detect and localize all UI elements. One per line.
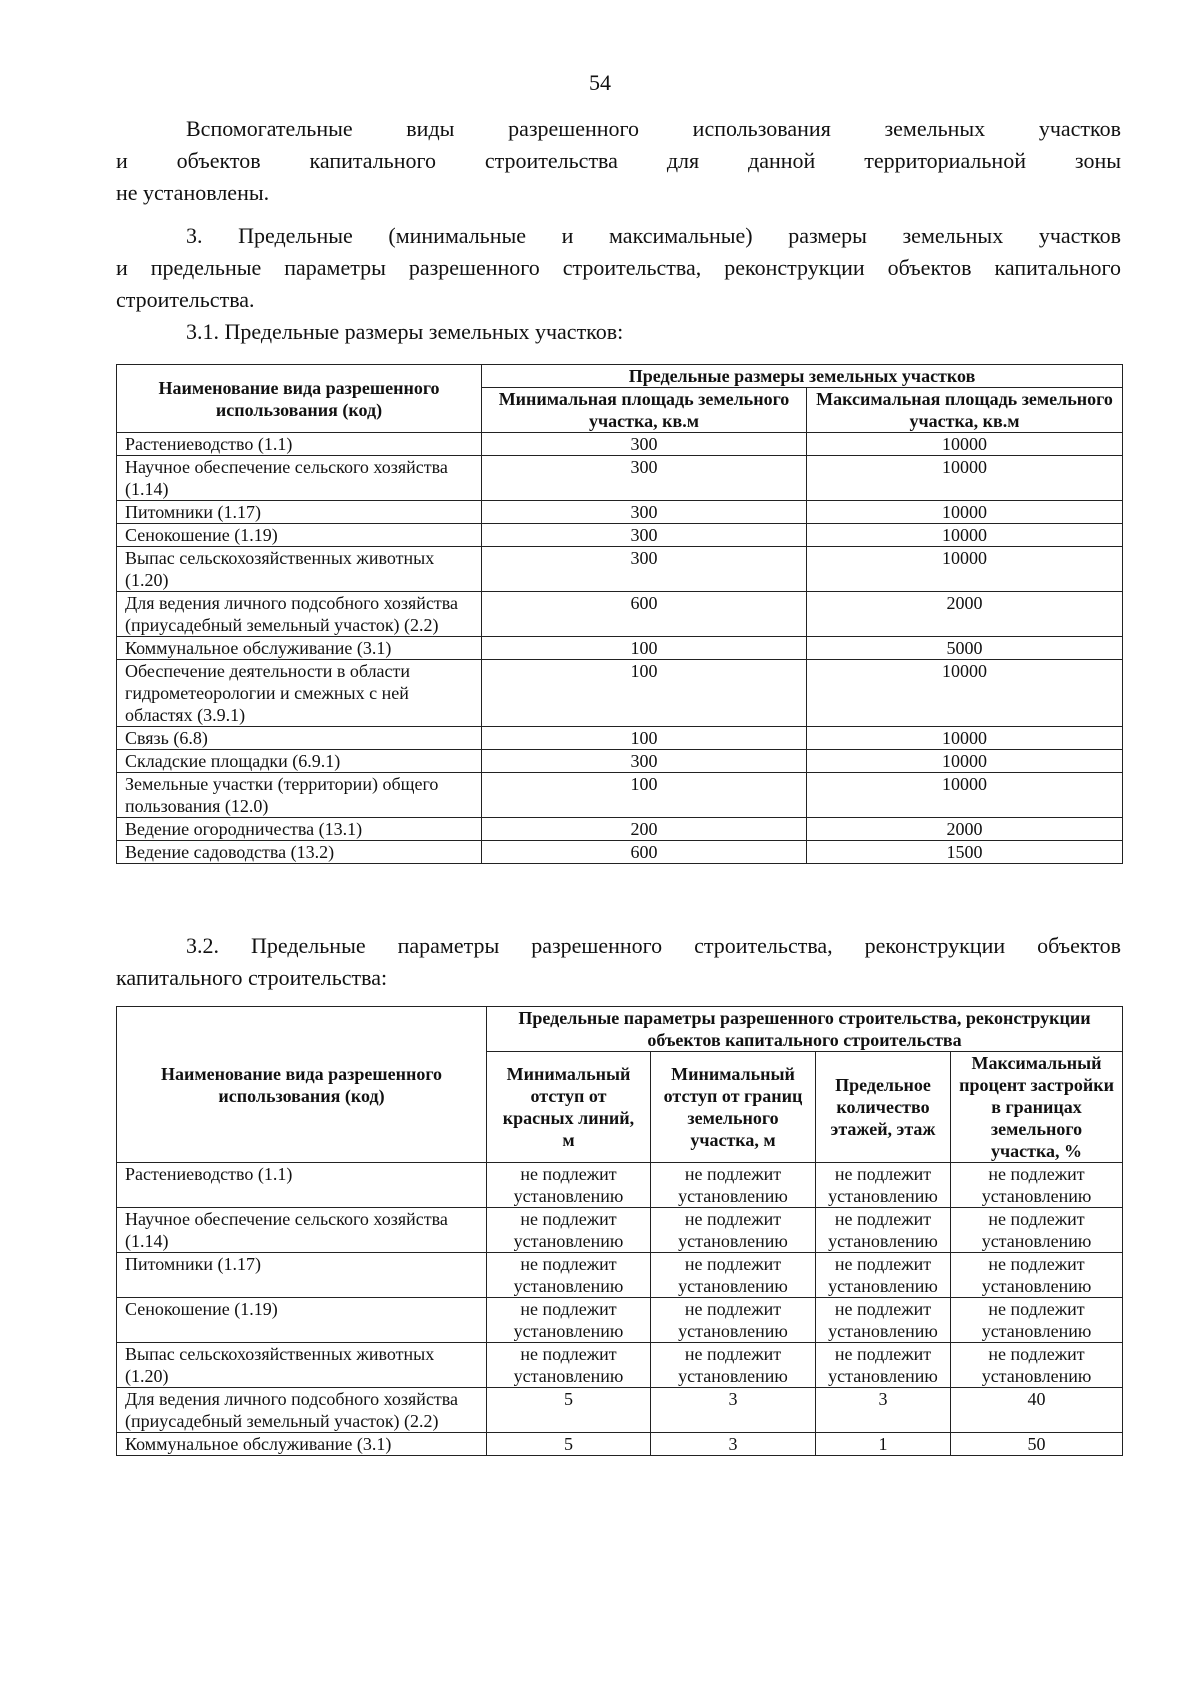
red-line-setback-cell: не подлежит установлению: [487, 1163, 651, 1208]
use-name-cell: Для ведения личного подсобного хозяйства (приусадебный земельный участок) (2.2): [117, 1388, 487, 1433]
paragraph-line-container: [116, 177, 1121, 209]
min-area-cell: 300: [482, 456, 807, 501]
table-row: [117, 1343, 1123, 1388]
use-name-cell: Коммунальное обслуживание (3.1): [117, 1433, 487, 1456]
build-percent-cell: не подлежит установлению: [951, 1163, 1123, 1208]
boundary-setback-cell: не подлежит установлению: [651, 1163, 816, 1208]
floors-cell: не подлежит установлению: [816, 1343, 951, 1388]
min-area-cell: 300: [482, 433, 807, 456]
table-header-min-area: Минимальная площадь земельного участка, кв.м: [482, 388, 807, 433]
max-area-cell: 10000: [807, 456, 1123, 501]
max-area-cell: 10000: [807, 501, 1123, 524]
use-name-cell: Выпас сельскохозяйственных животных (1.20): [117, 547, 482, 592]
paragraph-line: и объектов капитального строительства для данной территориальной зоны: [116, 148, 1121, 173]
min-area-cell: 100: [482, 660, 807, 727]
paragraph-section-3-2: [116, 930, 1121, 962]
paragraph-line-container: [116, 252, 1121, 284]
table-header-build-percent: Максимальный процент застройки в границах земельного участка, %: [951, 1052, 1123, 1163]
table-row: [117, 660, 1123, 727]
table-header-floors: Предельное количество этажей, этаж: [816, 1052, 951, 1163]
min-area-cell: 300: [482, 547, 807, 592]
use-name-cell: Ведение садоводства (13.2): [117, 841, 482, 864]
paragraph-auxiliary-uses: [116, 113, 1121, 145]
table-row: [117, 637, 1123, 660]
floors-cell: не подлежит установлению: [816, 1208, 951, 1253]
max-area-cell: 10000: [807, 547, 1123, 592]
table-header-group: Предельные параметры разрешенного строительства, реконструкции объектов капитального строительства: [487, 1007, 1123, 1052]
boundary-setback-cell: не подлежит установлению: [651, 1343, 816, 1388]
table-row: [117, 818, 1123, 841]
red-line-setback-cell: не подлежит установлению: [487, 1208, 651, 1253]
max-area-cell: 10000: [807, 773, 1123, 818]
min-area-cell: 100: [482, 773, 807, 818]
paragraph-line: капитального строительства:: [116, 965, 388, 990]
table-row: [117, 1253, 1123, 1298]
red-line-setback-cell: не подлежит установлению: [487, 1343, 651, 1388]
table-header-boundary-setback: Минимальный отступ от границ земельного участка, м: [651, 1052, 816, 1163]
red-line-setback-cell: 5: [487, 1433, 651, 1456]
table-row: [117, 773, 1123, 818]
table-row: [117, 841, 1123, 864]
min-area-cell: 100: [482, 727, 807, 750]
use-name-cell: Для ведения личного подсобного хозяйства (приусадебный земельный участок) (2.2): [117, 592, 482, 637]
use-name-cell: Сенокошение (1.19): [117, 1298, 487, 1343]
table-header-name: Наименование вида разрешенного использования (код): [117, 365, 482, 433]
paragraph-line: Вспомогательные виды разрешенного использования земельных участков: [186, 116, 1121, 141]
use-name-cell: Растениеводство (1.1): [117, 1163, 487, 1208]
table-header-group: Предельные размеры земельных участков: [482, 365, 1123, 388]
build-percent-cell: 40: [951, 1388, 1123, 1433]
use-name-cell: Складские площадки (6.9.1): [117, 750, 482, 773]
max-area-cell: 10000: [807, 750, 1123, 773]
build-percent-cell: не подлежит установлению: [951, 1253, 1123, 1298]
min-area-cell: 300: [482, 524, 807, 547]
boundary-setback-cell: не подлежит установлению: [651, 1298, 816, 1343]
table-header-red-line-setback: Минимальный отступ от красных линий, м: [487, 1052, 651, 1163]
paragraph-line: и предельные параметры разрешенного строительства, реконструкции объектов капитального: [116, 255, 1121, 280]
red-line-setback-cell: 5: [487, 1388, 651, 1433]
use-name-cell: Ведение огородничества (13.1): [117, 818, 482, 841]
max-area-cell: 10000: [807, 433, 1123, 456]
page-number: 54: [589, 70, 611, 95]
paragraph-line: 3.2. Предельные параметры разрешенного строительства, реконструкции объектов: [186, 933, 1121, 958]
paragraph-section-3: [116, 220, 1121, 252]
build-percent-cell: не подлежит установлению: [951, 1298, 1123, 1343]
use-name-cell: Растениеводство (1.1): [117, 433, 482, 456]
min-area-cell: 100: [482, 637, 807, 660]
use-name-cell: Сенокошение (1.19): [117, 524, 482, 547]
table-header-name: Наименование вида разрешенного использования (код): [117, 1007, 487, 1163]
boundary-setback-cell: 3: [651, 1388, 816, 1433]
max-area-cell: 10000: [807, 727, 1123, 750]
paragraph-line-container: [116, 145, 1121, 177]
paragraph-line: 3. Предельные (минимальные и максимальные) размеры земельных участков: [186, 223, 1121, 248]
table-row: [117, 750, 1123, 773]
use-name-cell: Связь (6.8): [117, 727, 482, 750]
table-row: [117, 524, 1123, 547]
use-name-cell: Выпас сельскохозяйственных животных (1.20): [117, 1343, 487, 1388]
min-area-cell: 300: [482, 750, 807, 773]
paragraph-line: не установлены.: [116, 180, 270, 205]
floors-cell: не подлежит установлению: [816, 1253, 951, 1298]
floors-cell: 3: [816, 1388, 951, 1433]
max-area-cell: 5000: [807, 637, 1123, 660]
min-area-cell: 300: [482, 501, 807, 524]
red-line-setback-cell: не подлежит установлению: [487, 1253, 651, 1298]
max-area-cell: 10000: [807, 660, 1123, 727]
table-construction-parameters: [116, 1006, 1123, 1456]
red-line-setback-cell: не подлежит установлению: [487, 1298, 651, 1343]
max-area-cell: 2000: [807, 592, 1123, 637]
min-area-cell: 600: [482, 592, 807, 637]
floors-cell: не подлежит установлению: [816, 1163, 951, 1208]
paragraph-line: строительства.: [116, 287, 255, 312]
boundary-setback-cell: не подлежит установлению: [651, 1253, 816, 1298]
use-name-cell: Коммунальное обслуживание (3.1): [117, 637, 482, 660]
use-name-cell: Обеспечение деятельности в области гидрометеорологии и смежных с ней областях (3.9.1): [117, 660, 482, 727]
min-area-cell: 200: [482, 818, 807, 841]
use-name-cell: Научное обеспечение сельского хозяйства (1.14): [117, 1208, 487, 1253]
paragraph-line: 3.1. Предельные размеры земельных участков:: [186, 319, 624, 344]
floors-cell: 1: [816, 1433, 951, 1456]
max-area-cell: 2000: [807, 818, 1123, 841]
table-row: [117, 1208, 1123, 1253]
max-area-cell: 1500: [807, 841, 1123, 864]
boundary-setback-cell: не подлежит установлению: [651, 1208, 816, 1253]
use-name-cell: Питомники (1.17): [117, 501, 482, 524]
boundary-setback-cell: 3: [651, 1433, 816, 1456]
table-row: [117, 727, 1123, 750]
use-name-cell: Научное обеспечение сельского хозяйства (1.14): [117, 456, 482, 501]
use-name-cell: Питомники (1.17): [117, 1253, 487, 1298]
paragraph-line-container: [116, 962, 1121, 994]
min-area-cell: 600: [482, 841, 807, 864]
table-land-plot-sizes: [116, 364, 1123, 864]
table-row: [117, 456, 1123, 501]
table-header-max-area: Максимальная площадь земельного участка, кв.м: [807, 388, 1123, 433]
paragraph-line-container: [116, 284, 1121, 316]
table-row: [117, 592, 1123, 637]
max-area-cell: 10000: [807, 524, 1123, 547]
table-row: [117, 1388, 1123, 1433]
build-percent-cell: не подлежит установлению: [951, 1208, 1123, 1253]
table-row: [117, 433, 1123, 456]
floors-cell: не подлежит установлению: [816, 1298, 951, 1343]
table-row: [117, 501, 1123, 524]
table-row: [117, 1163, 1123, 1208]
table-row: [117, 547, 1123, 592]
use-name-cell: Земельные участки (территории) общего пользования (12.0): [117, 773, 482, 818]
table-row: [117, 1298, 1123, 1343]
build-percent-cell: не подлежит установлению: [951, 1343, 1123, 1388]
paragraph-section-3-1: [116, 316, 1121, 348]
build-percent-cell: 50: [951, 1433, 1123, 1456]
table-row: [117, 1433, 1123, 1456]
